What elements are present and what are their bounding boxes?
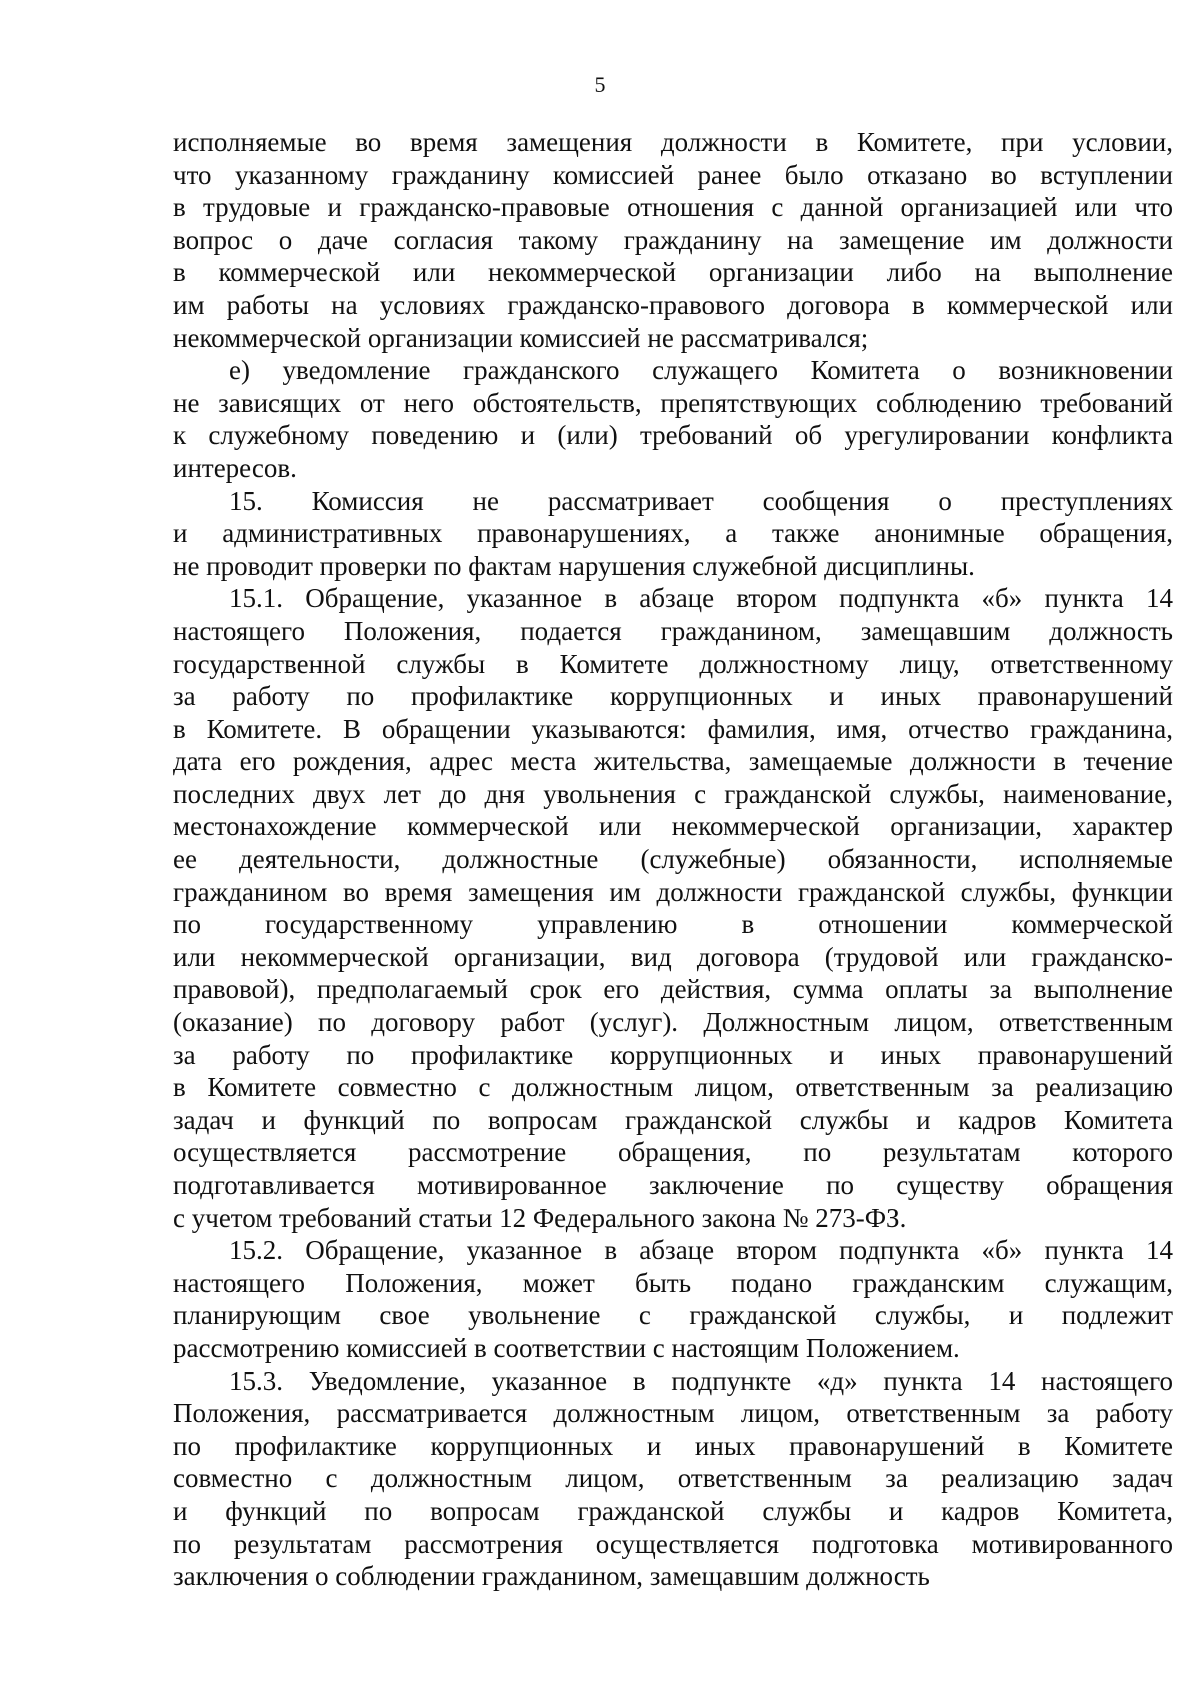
text-line: исполняемые во время замещения должности в Комитете, при условии, [173,127,1173,157]
text-line: задач и функций по вопросам гражданской службы и кадров Комитета [173,1104,1173,1135]
paragraph-item-15 [173,485,1173,583]
text-line: 15.3. Уведомление, указанное в подпункте «д» пункта 14 настоящего [229,1365,1173,1396]
text-line: местонахождение коммерческой или некоммерческой организации, характер [173,811,1173,842]
text-line: 15.2. Обращение, указанное в абзаце втором подпункта «б» пункта 14 [229,1235,1173,1266]
text-line: правовой), предполагаемый срок его действия, сумма оплаты за выполнение [173,974,1173,1005]
page-number: 5 [594,72,606,97]
text-line: по государственному управлению в отношении коммерческой [173,909,1173,940]
text-line: к служебному поведению и (или) требований об урегулировании конфликта [173,420,1173,451]
text-line: в коммерческой или некоммерческой организации либо на выполнение [173,257,1173,288]
text-line: рассмотрению комиссией в соответствии с настоящим Положением. [173,1332,960,1363]
text-line: заключения о соблюдении гражданином, замещавшим должность [173,1561,930,1592]
text-line: вопрос о даче согласия такому гражданину на замещение им должности [173,224,1173,255]
text-line: 15. Комиссия не рассматривает сообщения о преступлениях [229,485,1173,516]
text-line: в трудовые и гражданско-правовые отношения с данной организацией или что [173,192,1173,223]
text-line: е) уведомление гражданского служащего Комитета о возникновении [229,355,1173,386]
text-line: дата его рождения, адрес места жительства, замещаемые должности в течение [173,746,1173,777]
text-line: (оказание) по договору работ (услуг). Должностным лицом, ответственным [173,1007,1173,1038]
text-line: интересов. [173,452,297,483]
text-line: некоммерческой организации комиссией не рассматривался; [173,322,869,353]
text-line: планирующим свое увольнение с гражданской службы, и подлежит [173,1300,1173,1331]
text-line: по результатам рассмотрения осуществляется подготовка мотивированного [173,1528,1173,1559]
text-line: с учетом требований статьи 12 Федерального закона № 273-ФЗ. [173,1202,907,1233]
text-line: и функций по вопросам гражданской службы и кадров Комитета, [173,1495,1173,1526]
text-line: не зависящих от него обстоятельств, препятствующих соблюдению требований [173,387,1173,418]
text-line: настоящего Положения, может быть подано гражданским служащим, [173,1267,1173,1298]
text-line: не проводит проверки по фактам нарушения служебной дисциплины. [173,550,975,581]
text-line: гражданином во время замещения им должности гражданской службы, функции [173,876,1173,907]
text-line: им работы на условиях гражданско-правового договора в коммерческой или [173,289,1173,320]
text-line: или некоммерческой организации, вид договора (трудовой или гражданско- [173,941,1173,972]
paragraph-item-e [173,354,1173,484]
text-line: 15.1. Обращение, указанное в абзаце втором подпункта «б» пункта 14 [229,583,1173,614]
text-line: в Комитете совместно с должностным лицом, ответственным за реализацию [173,1072,1173,1103]
text-line: настоящего Положения, подается гражданином, замещавшим должность [173,615,1173,646]
paragraph-continuation [173,126,1173,354]
text-line: за работу по профилактике коррупционных и иных правонарушений [173,1039,1173,1070]
text-line: совместно с должностным лицом, ответственным за реализацию задач [173,1463,1173,1494]
paragraph-item-15-3 [173,1365,1173,1593]
paragraph-item-15-2 [173,1234,1173,1364]
text-line: по профилактике коррупционных и иных правонарушений в Комитете [173,1430,1173,1461]
text-line: за работу по профилактике коррупционных и иных правонарушений [173,681,1173,712]
text-line: государственной службы в Комитете должностному лицу, ответственному [173,648,1173,679]
paragraph-item-15-1 [173,582,1173,1234]
text-line: и административных правонарушениях, а также анонимные обращения, [173,518,1173,549]
text-line: осуществляется рассмотрение обращения, по результатам которого [173,1137,1173,1168]
text-line: ее деятельности, должностные (служебные) обязанности, исполняемые [173,844,1173,875]
document-body [173,126,1173,1593]
text-line: Положения, рассматривается должностным лицом, ответственным за работу [173,1398,1173,1429]
text-line: подготавливается мотивированное заключение по существу обращения [173,1170,1173,1200]
text-line: последних двух лет до дня увольнения с гражданской службы, наименование, [173,778,1173,809]
text-line: в Комитете. В обращении указываются: фамилия, имя, отчество гражданина, [173,713,1173,744]
text-line: что указанному гражданину комиссией ранее было отказано во вступлении [173,159,1173,190]
